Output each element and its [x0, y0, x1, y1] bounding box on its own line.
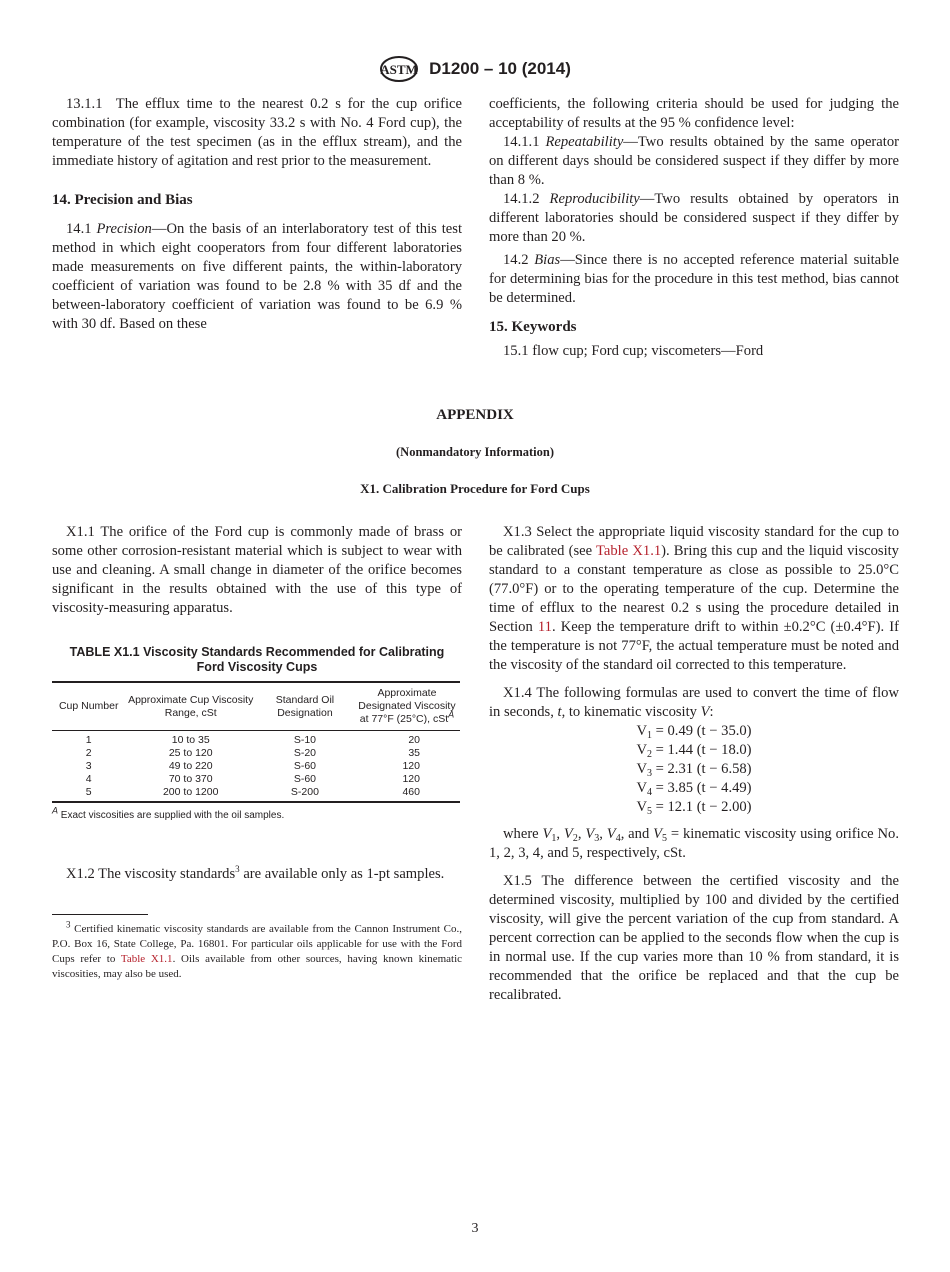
table-header-row	[52, 682, 460, 731]
paragraph-x1-2: X1.2 The viscosity standards$^3$ are available only as 1-pt samples.	[66, 864, 445, 882]
cell-oil: S-20	[293, 747, 317, 759]
cell-viscosity: 120	[402, 760, 420, 772]
paragraph-14-1-cont: coefficients, the following criteria should be used for judging the acceptability of results at the 95 % confidence level:	[489, 96, 899, 131]
footnote-divider	[52, 914, 148, 915]
formula-where-clause: where $V_1$, $V_2$, $V_3$, $V_4$, and $V_5$ = kinematic viscosity using orifice No. 1, 2, 3, 4, and 5, respectively, cSt.	[489, 826, 899, 861]
page-number: 3	[471, 1221, 479, 1236]
table-row	[52, 747, 460, 760]
header-designated-viscosity: Approximate Designated Viscosity at 77°F (25°C), cSt$^A$	[354, 682, 460, 731]
table-x1-1-link[interactable]: Table X1.1	[596, 543, 662, 559]
cell-cup: 1	[85, 734, 92, 746]
table-x1-1-link[interactable]: Table X1.1	[120, 953, 173, 965]
cell-cup: 3	[85, 760, 92, 772]
cell-oil: S-10	[293, 734, 317, 746]
footnote-3: $^3$ Certified kinematic viscosity standards are available from the Cannon Instrument Co., P.O. Box 16, State College, Pa. 16801. For particular oils applicable for use with the Ford Cups refer to Table X1.1. Oils available from other sources, having known kinematic viscosities, may also be used.	[52, 919, 463, 980]
table-title-line2: Ford Viscosity Cups	[196, 660, 318, 674]
cell-range: 200 to 1200	[125, 786, 256, 802]
cell-cup: 5	[52, 786, 125, 802]
paragraph-14-1: 14.1 Precision—On the basis of an interlaboratory test of this test method in which eight cooperators from four different laboratories made measurements on five different paints, the within-laboratory coefficient of variation was found to be 2.8 % with 35 df and the between-laboratory coefficient of variation was found to be 6.9 % with 30 df. Based on these	[52, 221, 462, 332]
table-row	[52, 731, 460, 748]
header-cup-number: Cup Number	[52, 682, 125, 731]
cell-oil: S-60	[293, 773, 317, 785]
left-column-bottom	[52, 523, 462, 982]
header-oil-designation: Standard Oil Designation	[256, 682, 354, 731]
paragraph-14-1-1: 14.1.1 Repeatability—Two results obtained by the same operator on different days should be considered suspect if they differ by more than 8 %.	[489, 134, 899, 188]
left-column-top	[52, 95, 462, 334]
table-row	[52, 773, 460, 786]
viscosity-formulas	[489, 722, 899, 817]
cell-oil: S-200	[256, 786, 354, 802]
table-footnote: $^A$ Exact viscosities are supplied with the oil samples.	[52, 805, 285, 821]
paragraph-14-2: 14.2 Bias—Since there is no accepted reference material suitable for determining bias for the procedure in this test method, bias cannot be determined.	[489, 252, 899, 306]
cell-viscosity: 460	[354, 786, 460, 802]
formula-v4: $V_4 = 3.85$ (t − 4.49)	[636, 780, 752, 798]
page-header	[0, 56, 950, 82]
right-column-bottom	[489, 523, 899, 1005]
paragraph-15-1: 15.1 flow cup; Ford cup; viscometers—Ford	[503, 343, 764, 359]
cell-cup: 4	[85, 773, 92, 785]
section-11-link[interactable]: 11	[537, 619, 552, 635]
header-viscosity-range: Approximate Cup Viscosity Range, cSt	[125, 682, 256, 731]
svg-text:ASTM: ASTM	[380, 62, 418, 77]
cell-range: 10 to 35	[171, 734, 210, 746]
viscosity-standards-table	[52, 681, 460, 803]
paragraph-x1-3: X1.3 Select the appropriate liquid viscosity standard for the cup to be calibrated (see Table X1.1). Bring this cup and the liquid viscosity standard to a constant temperature as close as possible to 25.0°C (77.0°F) or to the operating temperature of the cup. Determine the time of efflux to the nearest 0.2 s using the procedure detailed in Section 11. Keep the temperature drift to within ±0.2°C (±0.4°F). If the temperature is not 77°F, the actual temperature must be noted and the viscosity of the standard oil corrected to this temperature.	[489, 524, 899, 673]
cell-range: 70 to 370	[168, 773, 213, 785]
appendix-section-heading: X1. Calibration Procedure for Ford Cups	[360, 481, 590, 496]
section-heading-14: 14. Precision and Bias	[52, 192, 193, 208]
paragraph-13-1-1: 13.1.1 The efflux time to the nearest 0.2 s for the cup orifice combination (for example, viscosity 33.2 s with No. 4 Ford cup), the temperature of the test specimen (as in the efflux stream), and the immediate history of agitation and rest prior to the measurement.	[52, 96, 462, 169]
cell-viscosity: 120	[402, 773, 420, 785]
table-row	[52, 760, 460, 773]
cell-oil: S-60	[293, 760, 317, 772]
cell-cup: 2	[85, 747, 92, 759]
cell-viscosity: 20	[408, 734, 420, 746]
table-x1-1	[52, 645, 462, 825]
appendix-subtitle: (Nonmandatory Information)	[396, 445, 554, 459]
formula-v5: $V_5 = 12.1$ (t − 2.00)	[636, 799, 752, 817]
cell-range: 25 to 120	[168, 747, 213, 759]
table-title-line1: TABLE X1.1 Viscosity Standards Recommended for Calibrating	[69, 645, 445, 659]
appendix-title: APPENDIX	[436, 407, 514, 423]
formula-v1: $V_1 = 0.49$ (t − 35.0)	[636, 723, 752, 741]
formula-v3: $V_3 = 2.31$ (t − 6.58)	[636, 761, 752, 779]
paragraph-x1-4: X1.4 The following formulas are used to convert the time of flow in seconds, t, to kinematic viscosity V:	[489, 685, 899, 720]
table-row	[52, 786, 460, 802]
section-heading-15: 15. Keywords	[489, 319, 577, 335]
document-designation: D1200 – 10 (2014)	[429, 59, 571, 78]
formula-v2: $V_2 = 1.44$ (t − 18.0)	[636, 742, 752, 760]
paragraph-x1-1: X1.1 The orifice of the Ford cup is commonly made of brass or some other corrosion-resistant material which is subject to wear with use and cleaning. A small change in diameter of the orifice becomes significant in the results obtained with the use of this type of viscosity-measuring apparatus.	[52, 524, 462, 616]
right-column-top	[489, 95, 899, 361]
paragraph-14-1-2: 14.1.2 Reproducibility—Two results obtained by operators in different laboratories should be considered suspect if they differ by more than 20 %.	[489, 191, 899, 245]
cell-range: 49 to 220	[168, 760, 213, 772]
astm-logo-icon	[379, 56, 419, 82]
cell-viscosity: 35	[408, 747, 420, 759]
paragraph-x1-5: X1.5 The difference between the certified viscosity and the determined viscosity, multiplied by 100 and divided by the certified viscosity, will give the percent variation of the cup from standard. A percent correction can be applied to the seconds flow when the cup is in normal use. If the cup varies more than 10 % from standard, it is recommended that the orifice be replaced and that the cup be recalibrated.	[489, 873, 899, 1003]
